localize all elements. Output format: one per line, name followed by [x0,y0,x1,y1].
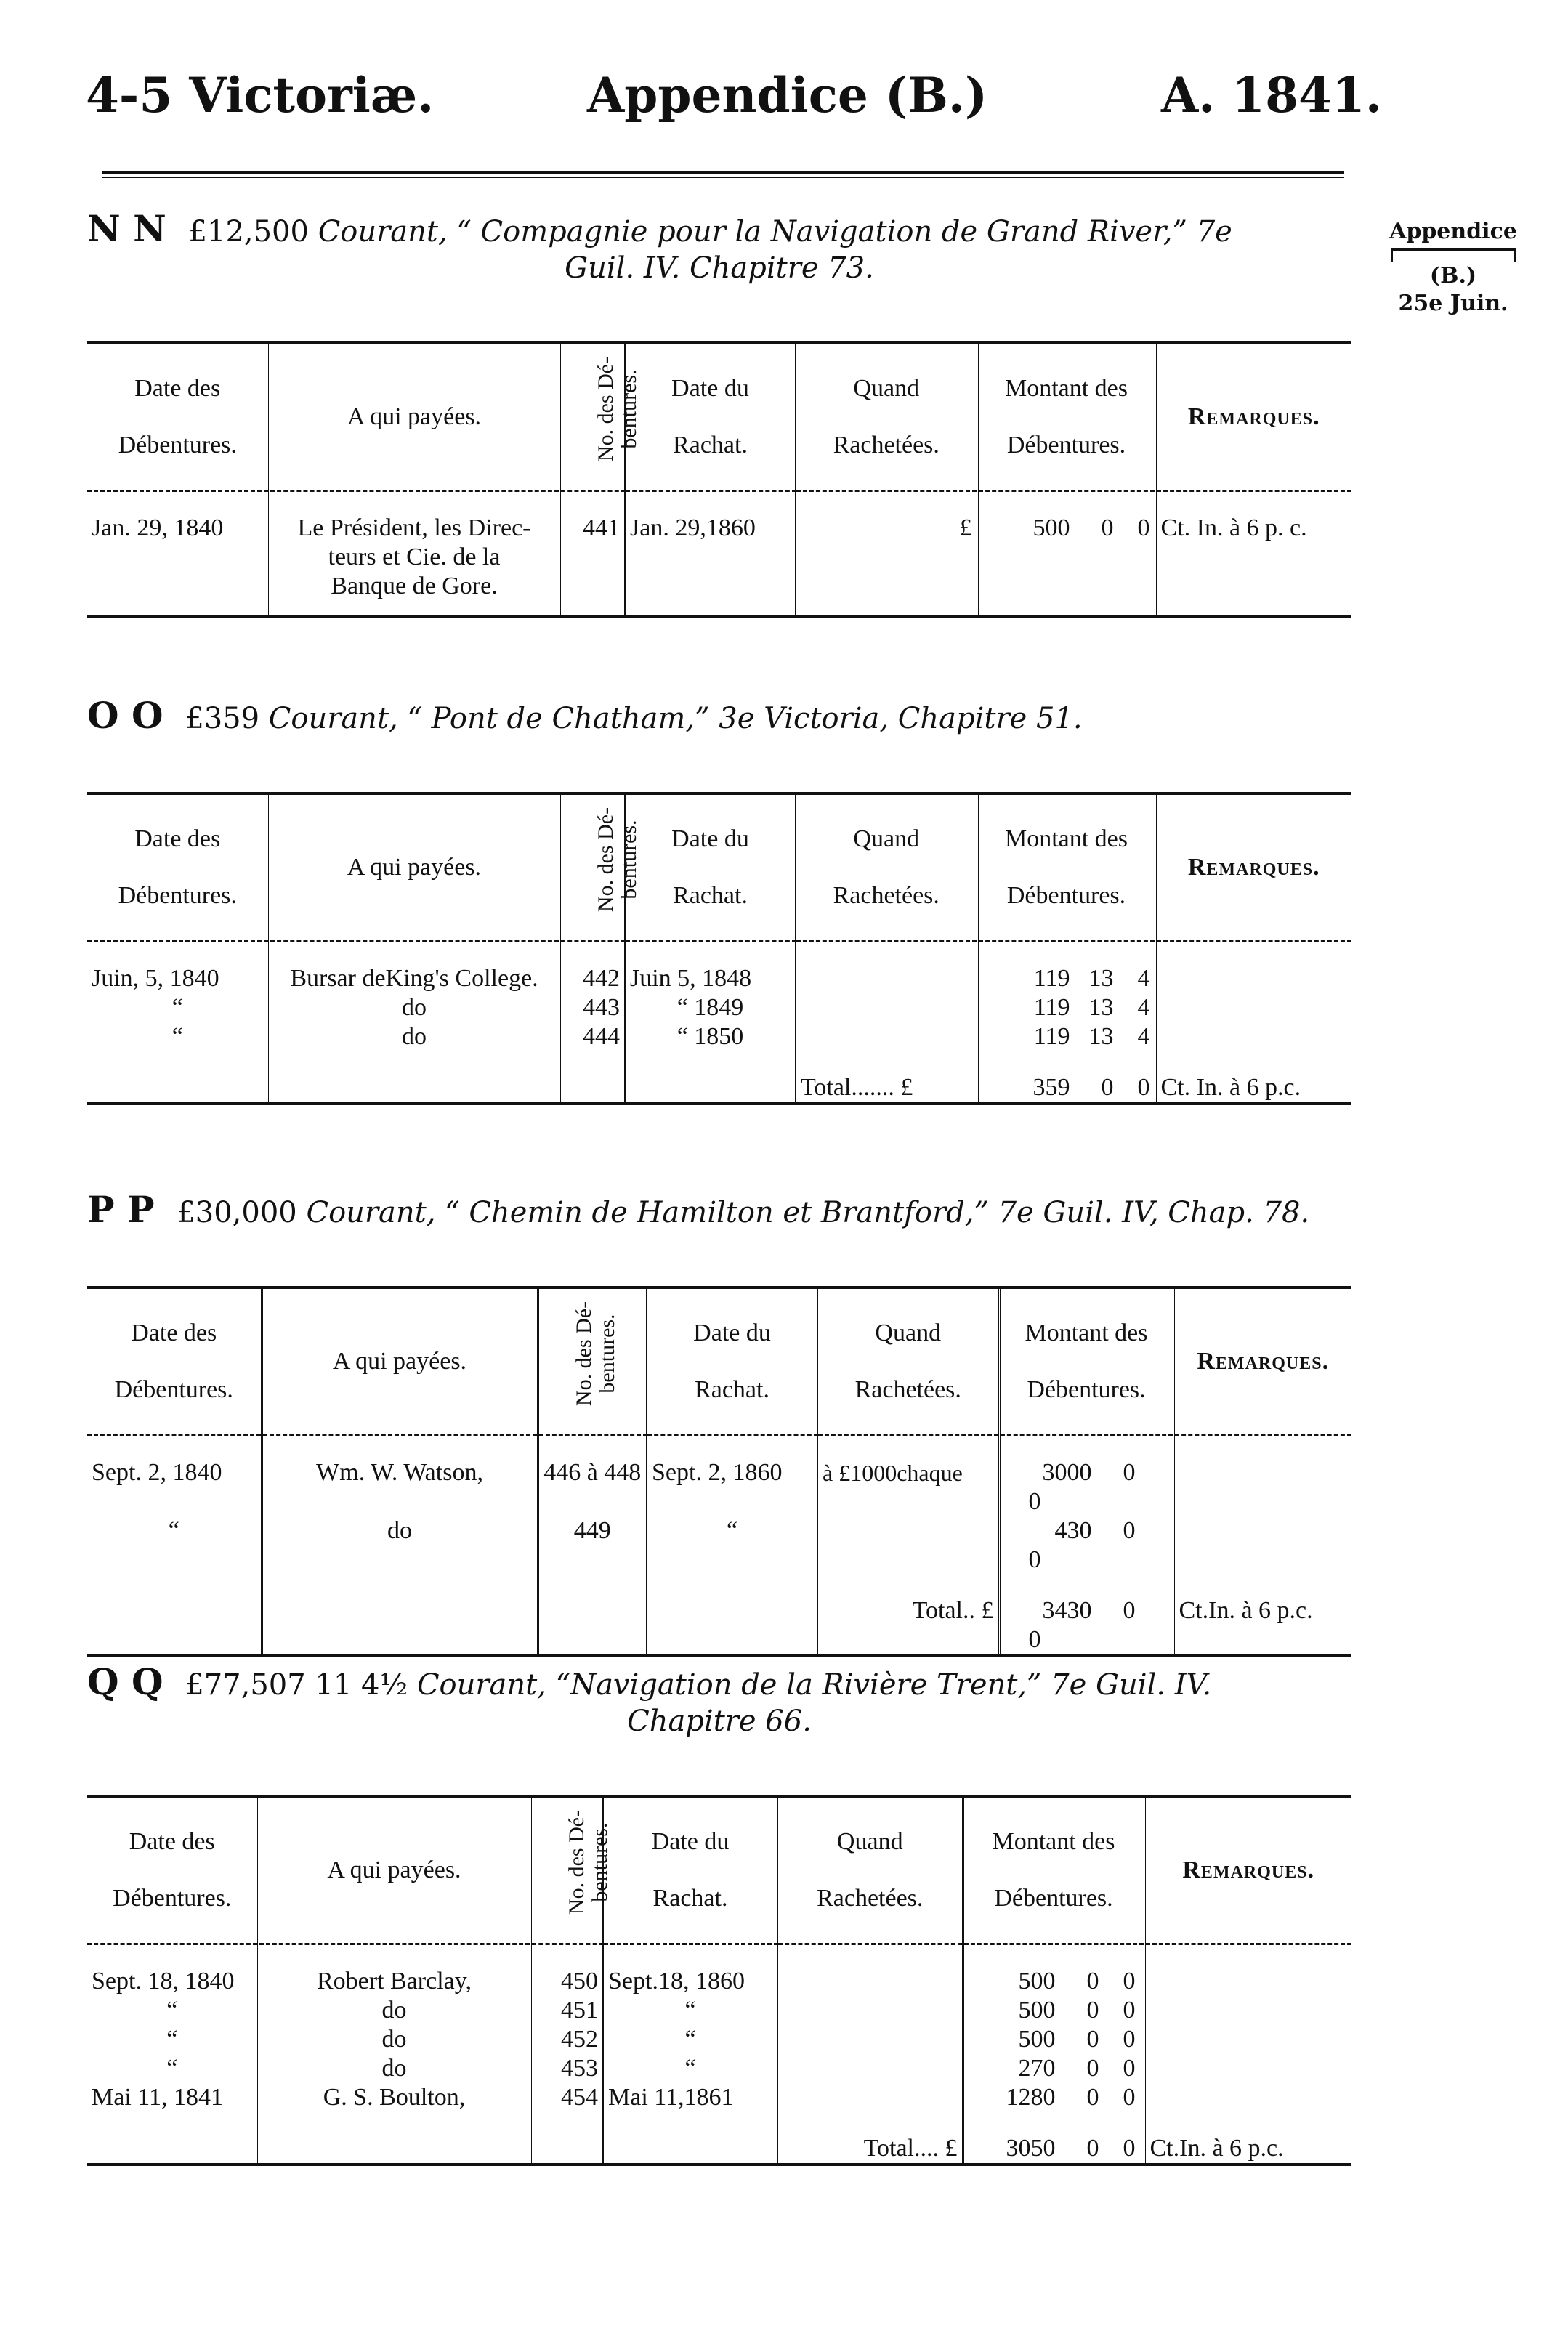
col-montant: Montant des Débentures. [977,343,1155,491]
cell-payee: Robert Barclay, [258,1944,530,1997]
header-session: 4-5 Victoriæ. [86,67,435,124]
cell-remarques [1155,942,1351,994]
total-amount: 3050 0 0 [963,2112,1144,2165]
table-header-row [87,793,1351,942]
cell-payee: do [258,1996,530,2025]
col-remarques: Remarques. [1144,1796,1351,1944]
total-amount: 359 0 0 [977,1051,1155,1104]
table-row [87,1516,1351,1575]
table-oo [87,792,1351,1105]
cell-montant: 119 13 4 [977,993,1155,1022]
table-header-row [87,343,1351,491]
total-row [87,1575,1351,1656]
total-label: Total....... £ [796,1051,977,1104]
cell-rachat: Sept. 2, 1860 [647,1436,817,1517]
section-courant: Courant, [306,1196,436,1229]
cell-no: 453 [530,2054,603,2083]
cell-rachat: Mai 11,1861 [603,2083,777,2112]
cell-remarques [1144,2054,1351,2083]
table-header-row [87,1796,1351,1944]
cell-no: 449 [538,1516,647,1575]
col-no-des: No. des Dé- bentures. [559,793,625,942]
section-title-text: “ Compagnie pour la Navigation de Grand River,” 7e [456,215,1232,248]
col-quand: Quand Rachetées. [777,1796,963,1944]
header-year: A. 1841. [1161,67,1382,124]
cell-no: 446 à 448 [538,1436,647,1517]
cell-no: 441 [559,491,625,602]
section-pp [87,1188,1351,1231]
section-title [87,1660,1351,1739]
cell-rachat: Sept.18, 1860 [603,1944,777,1997]
table-row [87,2083,1351,2112]
brace-mark [1391,248,1516,262]
cell-date: “ [87,2054,258,2083]
cell-no: 450 [530,1944,603,1997]
cell-rachat: “ [603,1996,777,2025]
cell-quand [817,1516,999,1575]
col-a-qui: A qui payées. [269,343,559,491]
col-date-du: Date du Rachat. [603,1796,777,1944]
section-letters: P P [87,1188,155,1231]
cell-montant: 500 0 0 [963,1996,1144,2025]
col-date-des: Date des Débentures. [87,793,269,942]
section-title [87,207,1351,286]
col-remarques: Remarques. [1173,1288,1351,1436]
col-date-des: Date des Débentures. [87,1288,262,1436]
cell-rachat: “ [603,2025,777,2054]
cell-payee: do [262,1516,538,1575]
cell-rachat: “ 1850 [625,1022,796,1051]
cell-remarques: Ct. In. à 6 p. c. [1155,491,1351,602]
cell-montant: 119 13 4 [977,1022,1155,1051]
col-a-qui: A qui payées. [262,1288,538,1436]
cell-quand [796,942,977,994]
col-remarques: Remarques. [1155,343,1351,491]
col-remarques: Remarques. [1155,793,1351,942]
section-title-line2: Chapitre 66. [627,1705,812,1738]
table-qq [87,1795,1351,2166]
cell-payee: Wm. W. Watson, [262,1436,538,1517]
header-rule-thin [102,177,1344,178]
col-quand: Quand Rachetées. [796,343,977,491]
header-appendix: Appendice (B.) [587,67,988,124]
col-date-des: Date des Débentures. [87,343,269,491]
section-nn [87,207,1351,286]
col-quand: Quand Rachetées. [796,793,977,942]
page-header [86,67,1382,132]
cell-date: Jan. 29, 1840 [87,491,269,602]
cell-quand [796,993,977,1022]
cell-remarques [1144,1944,1351,1997]
col-no-des: No. des Dé- bentures. [538,1288,647,1436]
cell-montant: 500 0 0 [977,491,1155,602]
cell-remarques [1155,1022,1351,1051]
cell-payee: Le Président, les Direc- teurs et Cie. de la Banque de Gore. [269,491,559,602]
cell-payee: do [269,993,559,1022]
cell-remarques [1155,993,1351,1022]
col-montant: Montant des Débentures. [999,1288,1173,1436]
cell-date: Sept. 18, 1840 [87,1944,258,1997]
section-courant: Courant, [268,702,398,735]
col-no-des: No. des Dé- bentures. [530,1796,603,1944]
section-title-text: “ Pont de Chatham,” 3e Victoria, Chapitre 51. [407,702,1083,735]
table-row [87,1436,1351,1517]
cell-date: Juin, 5, 1840 [87,942,269,994]
section-title-text: “ Chemin de Hamilton et Brantford,” 7e Guil. IV, Chap. 78. [445,1196,1310,1229]
section-amount: £30,000 [177,1196,297,1229]
header-rule [102,171,1344,174]
section-amount: £359 [185,702,260,735]
cell-quand [777,1996,963,2025]
cell-date: Sept. 2, 1840 [87,1436,262,1517]
cell-payee: do [258,2054,530,2083]
section-title [87,694,1351,737]
section-amount: £77,507 11 4½ [185,1668,408,1702]
cell-remarques [1144,1996,1351,2025]
table-end [87,601,1351,617]
cell-montant: 119 13 4 [977,942,1155,994]
margin-note [1381,218,1526,318]
total-amount: 3430 00 [999,1575,1173,1656]
cell-montant: 3000 00 [999,1436,1173,1517]
cell-quand [777,2054,963,2083]
col-date-du: Date du Rachat. [625,343,796,491]
cell-date: “ [87,1996,258,2025]
cell-montant: 270 0 0 [963,2054,1144,2083]
cell-montant: 500 0 0 [963,1944,1144,1997]
margin-note-date: 25e Juin. [1398,291,1508,316]
section-courant: Courant, [318,215,448,248]
col-date-du: Date du Rachat. [647,1288,817,1436]
section-letters: N N [87,207,166,250]
margin-note-b: (B.) [1429,263,1477,288]
cell-remarques [1144,2083,1351,2112]
section-amount: £12,500 [188,215,309,248]
cell-quand: à £1000chaque [817,1436,999,1517]
table-row [87,2025,1351,2054]
cell-quand: £ [796,491,977,602]
table-nn [87,341,1351,618]
section-letters: Q Q [87,1660,163,1703]
table-header-row [87,1288,1351,1436]
total-label: Total.... £ [777,2112,963,2165]
cell-no: 443 [559,993,625,1022]
table-row [87,1022,1351,1051]
cell-montant: 430 00 [999,1516,1173,1575]
cell-quand [777,1944,963,1997]
section-title-text: “Navigation de la Rivière Trent,” 7e Guil. IV. [555,1668,1212,1702]
section-letters: O O [87,694,163,737]
cell-no: 451 [530,1996,603,2025]
cell-rachat: Juin 5, 1848 [625,942,796,994]
cell-payee: do [269,1022,559,1051]
cell-rachat: “ [603,2054,777,2083]
cell-montant: 500 0 0 [963,2025,1144,2054]
cell-payee: do [258,2025,530,2054]
table-row [87,1996,1351,2025]
cell-quand [777,2083,963,2112]
cell-date: Mai 11, 1841 [87,2083,258,2112]
margin-note-appendice: Appendice [1389,219,1517,244]
table-row [87,491,1351,602]
total-row [87,2112,1351,2165]
section-oo [87,694,1351,737]
cell-no: 442 [559,942,625,994]
cell-montant: 1280 0 0 [963,2083,1144,2112]
cell-quand [796,1022,977,1051]
cell-rachat: “ 1849 [625,993,796,1022]
col-a-qui: A qui payées. [258,1796,530,1944]
cell-rachat: Jan. 29,1860 [625,491,796,602]
cell-date: “ [87,1516,262,1575]
cell-no: 452 [530,2025,603,2054]
cell-rachat: “ [647,1516,817,1575]
cell-payee: G. S. Boulton, [258,2083,530,2112]
col-date-du: Date du Rachat. [625,793,796,942]
table-row [87,993,1351,1022]
total-remarques: Ct.In. à 6 p.c. [1173,1575,1351,1656]
col-no-des: No. des Dé- bentures. [559,343,625,491]
cell-remarques [1144,2025,1351,2054]
table-row [87,1944,1351,1997]
total-row [87,1051,1351,1104]
table-row [87,942,1351,994]
col-montant: Montant des Débentures. [963,1796,1144,1944]
cell-no: 444 [559,1022,625,1051]
cell-payee: Bursar deKing's College. [269,942,559,994]
total-label: Total.. £ [817,1575,999,1656]
table-row [87,2054,1351,2083]
cell-date: “ [87,993,269,1022]
cell-date: “ [87,2025,258,2054]
section-title [87,1188,1351,1231]
section-courant: Courant, [416,1668,546,1702]
table-pp [87,1286,1351,1657]
cell-remarques [1173,1516,1351,1575]
total-remarques: Ct. In. à 6 p.c. [1155,1051,1351,1104]
cell-no: 454 [530,2083,603,2112]
col-a-qui: A qui payées. [269,793,559,942]
cell-quand [777,2025,963,2054]
section-title-line2: Guil. IV. Chapitre 73. [565,251,874,285]
col-quand: Quand Rachetées. [817,1288,999,1436]
total-remarques: Ct.In. à 6 p.c. [1144,2112,1351,2165]
cell-date: “ [87,1022,269,1051]
col-montant: Montant des Débentures. [977,793,1155,942]
cell-remarques [1173,1436,1351,1517]
section-qq [87,1660,1351,1739]
col-date-des: Date des Débentures. [87,1796,258,1944]
